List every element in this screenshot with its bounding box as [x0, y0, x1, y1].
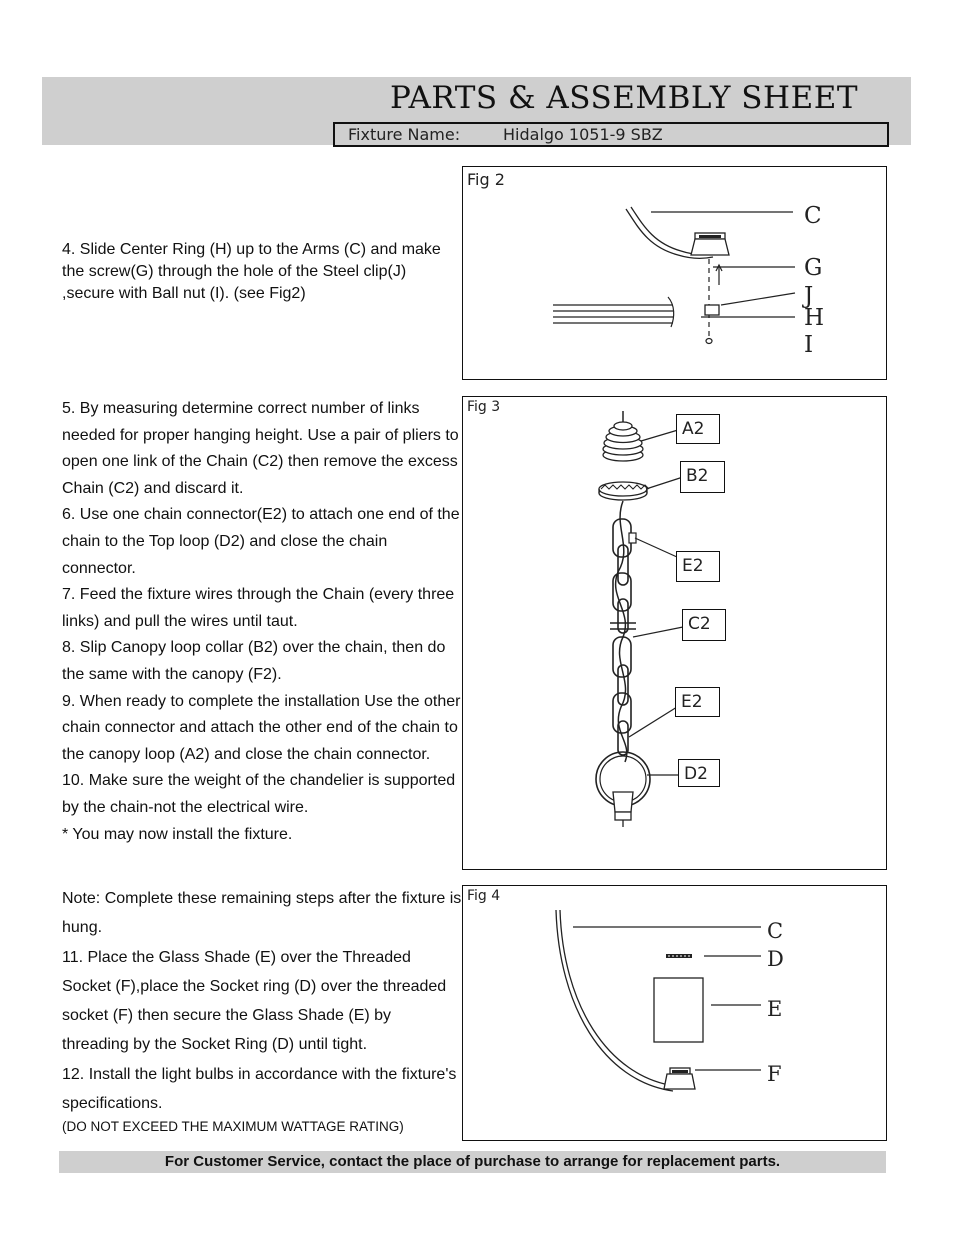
fig-3-callout-a2: A2	[676, 414, 720, 444]
fixture-name-label: Fixture Name:	[348, 125, 461, 144]
fixture-name-box	[333, 122, 889, 147]
fig-3-callout-e2-bottom: E2	[675, 687, 720, 717]
fig-4-part-c: C	[767, 919, 784, 943]
fig-2-label: Fig 2	[467, 170, 505, 189]
fig-3-box	[462, 396, 887, 870]
fig-4-part-f: F	[767, 1062, 782, 1086]
step-9-text: 9. When ready to complete the installation Use the other chain connector and attach the other end of the chain to the canopy loop (A2) and close the chain connector.	[62, 692, 461, 763]
fixture-name-value: Hidalgo 1051-9 SBZ	[503, 125, 663, 144]
install-note: * You may now install the fixture.	[62, 825, 293, 843]
fig-2-part-i: I	[804, 332, 814, 358]
fig-3-callout-b2: B2	[680, 461, 725, 493]
fig-3-label: Fig 3	[467, 399, 501, 415]
fig-3-callout-d2: D2	[678, 759, 720, 787]
fig-3-diagram	[463, 397, 886, 869]
customer-service-footer: For Customer Service, contact the place of purchase to arrange for replacement parts.	[59, 1151, 886, 1173]
fig-4-part-d: D	[767, 947, 784, 971]
step-4-text: 4. Slide Center Ring (H) up to the Arms (C) and make the screw(G) through the hole of the Steel clip(J) ,secure with Ball nut (I). (see Fig2)	[62, 241, 441, 302]
step-11-text: 11. Place the Glass Shade (E) over the Threaded Socket (F),place the Socket ring (D) over the threaded socket (F) then secure the Glass Shade (E) by threading by the Socket Ring (D) until tight.	[62, 948, 447, 1054]
steps-11-12	[62, 884, 462, 1136]
fig-2-diagram	[463, 167, 886, 379]
fig-4-box	[462, 885, 887, 1141]
fig-2-part-h: H	[804, 305, 825, 331]
fig-2-part-j: J	[804, 283, 814, 309]
step-8-text: 8. Slip Canopy loop collar (B2) over the chain, then do the same with the canopy (F2).	[62, 639, 446, 683]
step-12-text: 12. Install the light bulbs in accordance with the fixture's specifications.	[62, 1065, 457, 1113]
fig-4-label: Fig 4	[467, 888, 501, 904]
wattage-warning: (DO NOT EXCEED THE MAXIMUM WATTAGE RATING)	[62, 1119, 404, 1135]
fig-3-callout-c2: C2	[682, 609, 726, 641]
fig-4-part-e: E	[767, 997, 783, 1021]
fig-3-callout-e2-top: E2	[676, 551, 720, 582]
hung-note: Note: Complete these remaining steps after the fixture is hung.	[62, 890, 462, 937]
fig-2-box	[462, 166, 887, 380]
fig-2-part-c: C	[804, 203, 822, 229]
step-5-text: 5. By measuring determine correct number of links needed for proper hanging height. Use a pair of pliers to open one link of the Chain (C2) then remove the excess Chain (C2) and discard it.	[62, 400, 459, 497]
step-6-text: 6. Use one chain connector(E2) to attach one end of the chain to the Top loop (D2) and close the chain connector.	[62, 506, 460, 577]
page-title: PARTS & ASSEMBLY SHEET	[390, 80, 859, 116]
fig-4-diagram	[463, 886, 886, 1140]
step-7-text: 7. Feed the fixture wires through the Chain (every three links) and pull the wires until taut.	[62, 586, 455, 630]
step-10-text: 10. Make sure the weight of the chandelier is supported by the chain-not the electrical wire.	[62, 772, 456, 816]
steps-5-10	[62, 396, 462, 848]
fig-2-part-g: G	[804, 255, 823, 281]
